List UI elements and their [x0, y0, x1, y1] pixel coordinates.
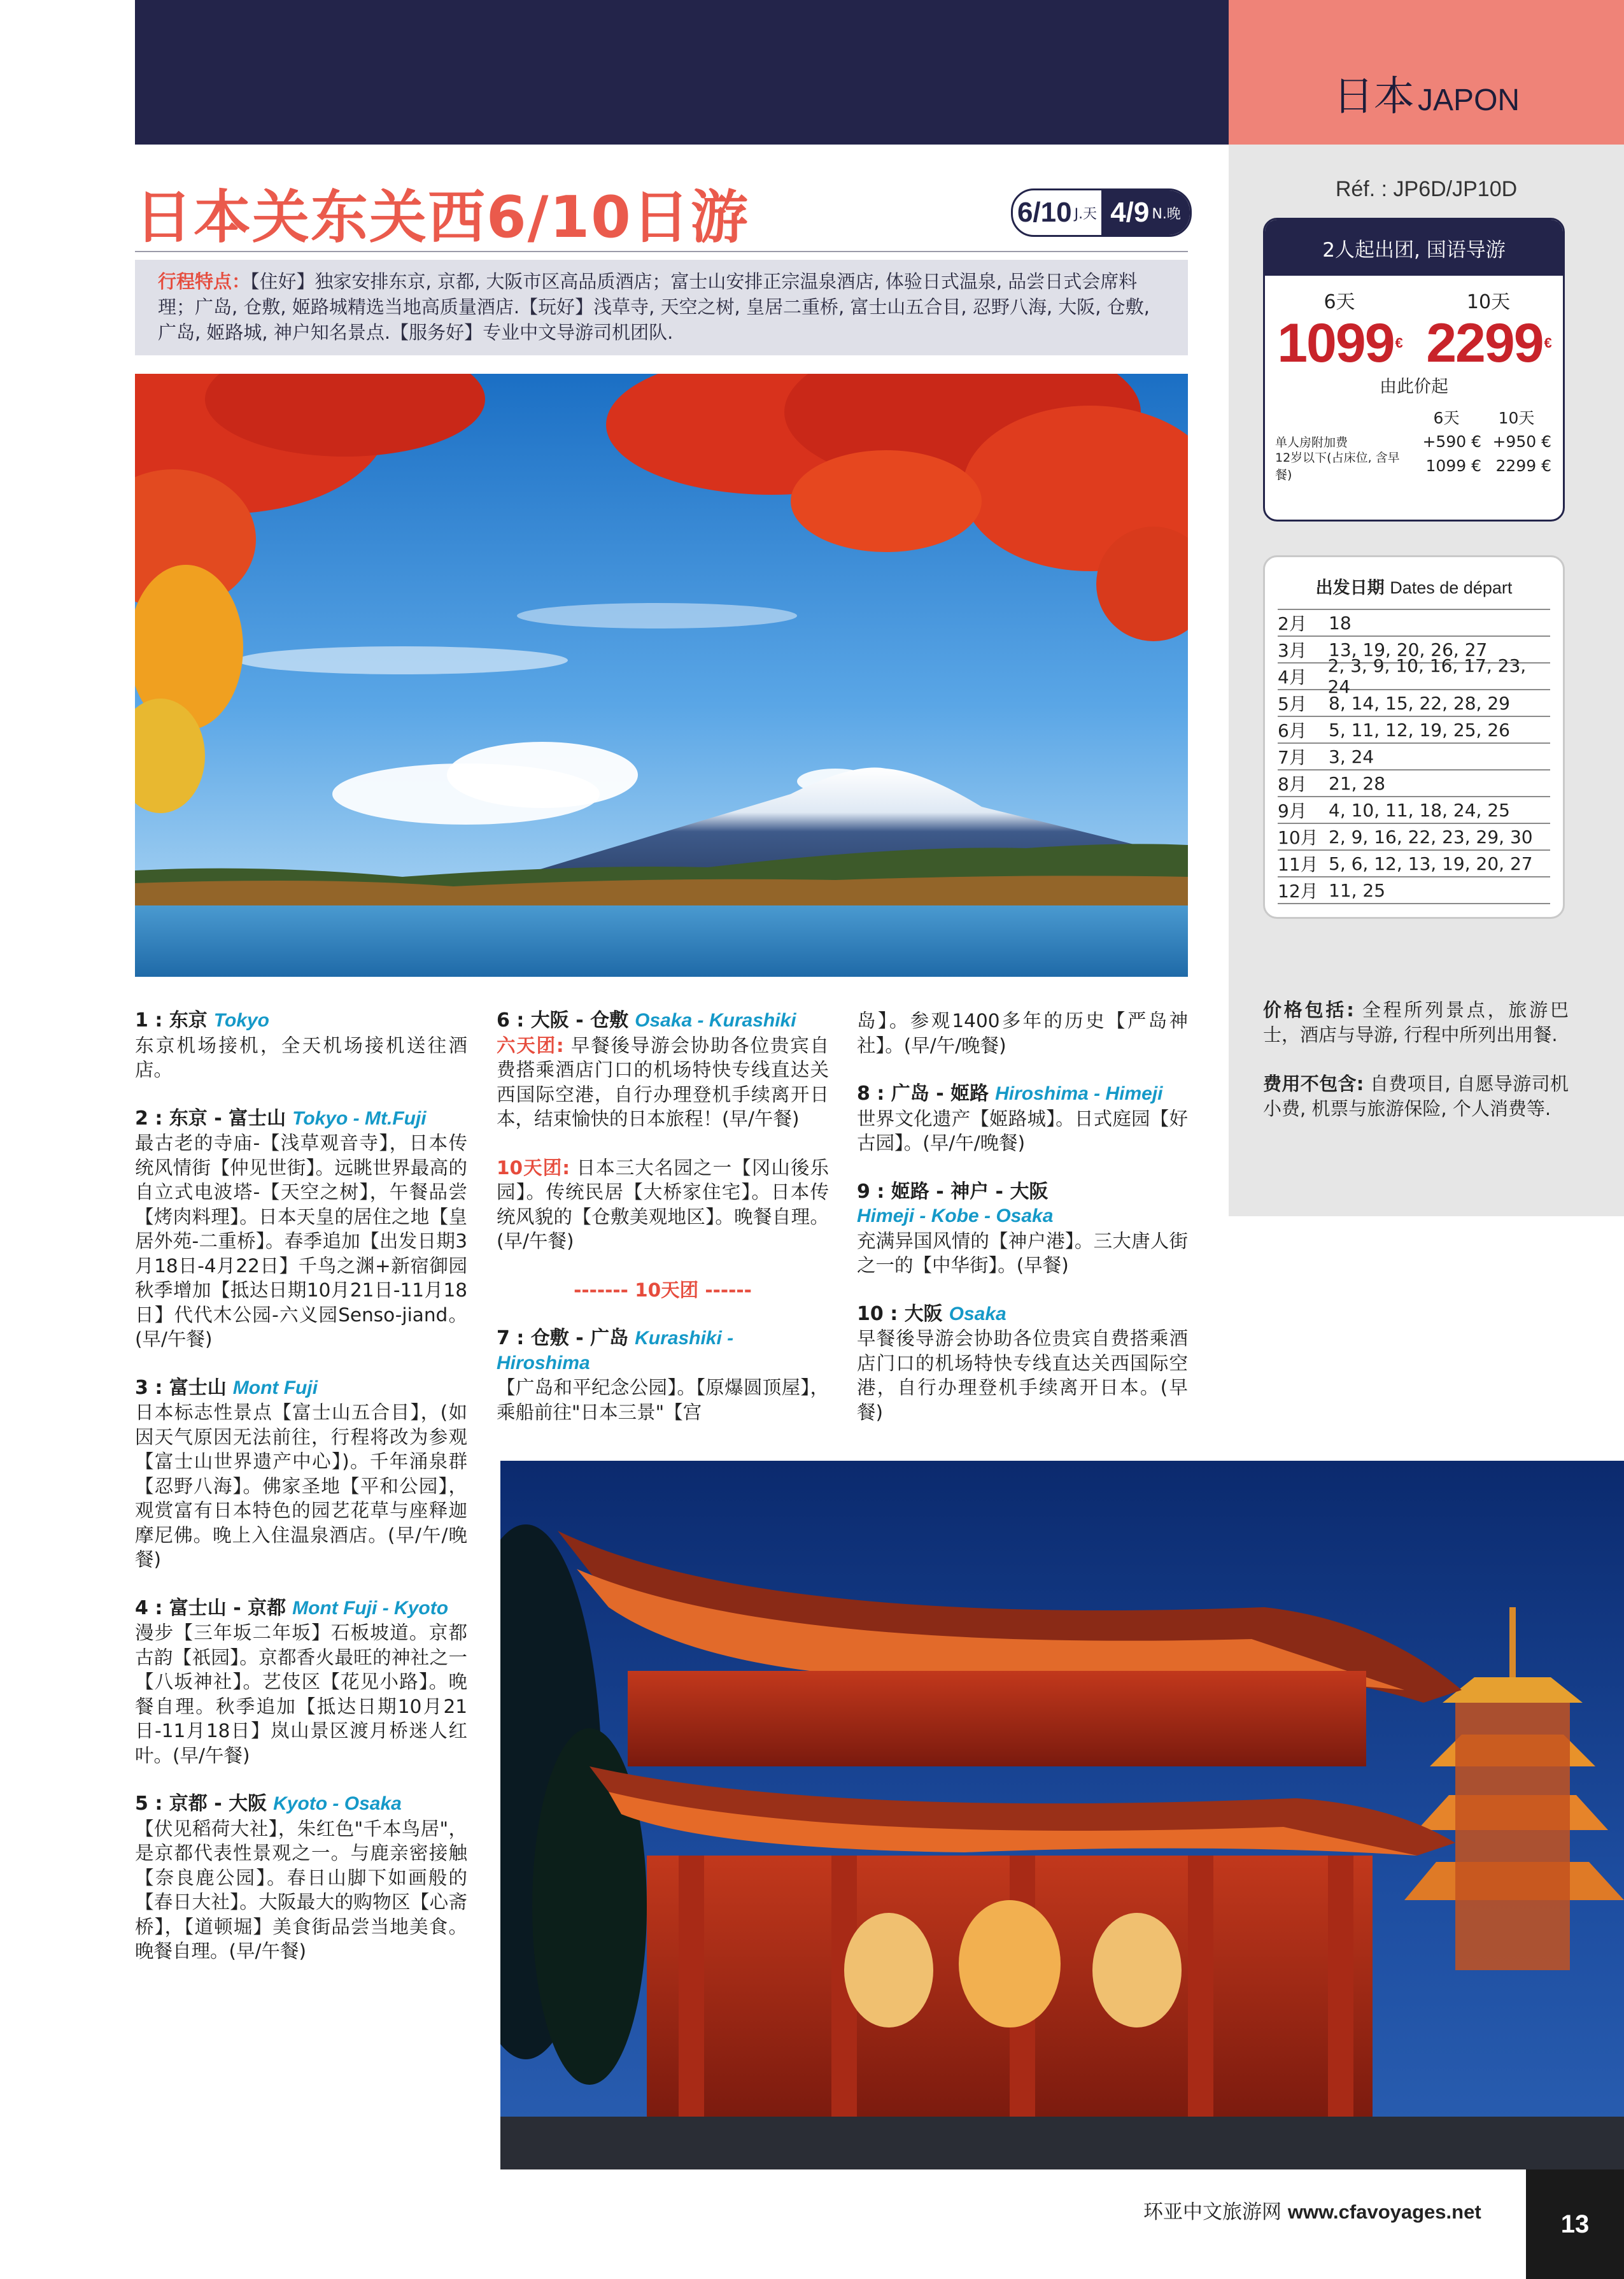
date-month: 5月 [1278, 693, 1307, 714]
day-text: 早餐後导游会协助各位贵宾自费搭乘酒店门口的机场特快专线直达关西国际空港，自行办理登机手续离开日本。(早餐) [857, 1328, 1188, 1423]
date-days: 8, 14, 15, 22, 28, 29 [1329, 692, 1510, 714]
day-text: 日本标志性景点【富士山五合目】，(如因天气原因无法前往，行程将改为参观【富士山世界遗产中心】)。千年涌泉群【忍野八海】。佛家圣地【平和公园】，观赏富有日本特色的园艺花草与座释迦摩尼佛。晚上入住温泉酒店。(早/午/晚餐) [135, 1402, 467, 1570]
day-title: 3 : 富士山 [135, 1376, 227, 1399]
day-title: 8 : 广岛 - 姬路 [857, 1083, 989, 1105]
days-value: 6/10 [1017, 197, 1072, 228]
six-day-label: 六天团: [497, 1034, 564, 1056]
day-text: 岛】。参观1400多年的历史【严岛神社】。(早/午/晚餐) [857, 1010, 1188, 1056]
single-room-label: 单人房附加费 [1275, 435, 1348, 450]
reference-code: Réf. : JP6D/JP10D [1335, 177, 1518, 201]
day-title: 6 : 大阪 - 仓敷 [497, 1009, 629, 1032]
date-row [1278, 769, 1550, 796]
date-month: 10月 [1278, 827, 1318, 848]
country-zh: 日本 [1332, 73, 1415, 120]
footer-label: 环亚中文旅游网 [1143, 2201, 1282, 2224]
day-text: 漫步【三年坂二年坂】石板坡道。京都古韵【祇园】。京都香火最旺的神社之一【八坂神社】。艺伎区【花见小路】。晚餐自理。秋季追加【抵达日期10月21日-11月18日】岚山景区渡月桥迷人红叶。(早/午餐) [135, 1622, 467, 1766]
date-row [1278, 689, 1550, 716]
child-10: 2299 € [1495, 456, 1551, 475]
date-row [1278, 796, 1550, 823]
day-9 [857, 1180, 1188, 1278]
child-label: 12岁以下(占床位, 含早餐) [1275, 451, 1400, 482]
supplement-table [1275, 405, 1551, 482]
day-7 [497, 1326, 829, 1424]
date-days: 18 [1329, 612, 1352, 634]
nights-unit: N.晚 [1152, 206, 1181, 222]
child-6: 1099 € [1425, 456, 1481, 475]
day-3 [135, 1376, 467, 1572]
excluded-block [1263, 1072, 1569, 1121]
date-days: 3, 24 [1329, 746, 1374, 767]
date-month: 3月 [1278, 640, 1307, 661]
day-text: 充满异国风情的【神户港】。三大唐人街之一的【中华街】。(早餐) [857, 1230, 1188, 1276]
price-6-label: 6天 [1324, 291, 1355, 313]
country-label [1229, 64, 1624, 122]
currency-symbol: € [1544, 335, 1551, 351]
dates-list [1278, 609, 1550, 904]
nights-badge [1101, 190, 1190, 235]
single-room-6: +590 € [1422, 432, 1481, 451]
day-text: 【伏见稻荷大社】，朱红色"千本鸟居"，是京都代表性景观之一。与鹿亲密接触【奈良鹿公园】。春日山脚下如画般的【春日大社】。大阪最大的购物区【心斋桥】，【道顿堀】美食街品尝当地美食。晚餐自理。(早/午餐) [135, 1817, 467, 1962]
day-title: 9 : 姬路 - 神户 - 大阪 [857, 1180, 1049, 1203]
day-1 [135, 1009, 467, 1083]
day-6-ten-day [497, 1156, 829, 1254]
date-row [1278, 876, 1550, 904]
currency-symbol: € [1395, 335, 1402, 351]
included-text: 全程所列景点，旅游巴士，酒店与导游, 行程中所列出用餐. [1263, 999, 1569, 1046]
price-6-value: 1099 [1277, 313, 1394, 374]
footer-website: www.cfavoyages.net [1287, 2201, 1481, 2223]
excluded-text: 自费项目, 自愿导游司机小费, 机票与旅游保险, 个人消费等. [1263, 1073, 1569, 1119]
ten-day-label: 10天团: [497, 1156, 570, 1179]
price-info [1263, 998, 1569, 1121]
title-divider [135, 251, 1188, 252]
day-6 [497, 1009, 829, 1132]
date-row [1278, 655, 1550, 697]
mount-fuji-photo [135, 374, 1188, 977]
date-month: 2月 [1278, 613, 1307, 634]
day-title-en: Tokyo [213, 1010, 269, 1031]
date-days: 11, 25 [1329, 879, 1386, 901]
date-days: 2, 3, 9, 10, 16, 17, 23, 24 [1327, 655, 1527, 697]
excluded-label: 费用不包含: [1263, 1073, 1364, 1095]
date-days: 2, 9, 16, 22, 23, 29, 30 [1329, 826, 1533, 848]
day-title-en: Mont Fuji - Kyoto [292, 1597, 449, 1619]
day-text: 东京机场接机，全天机场接机送往酒店。 [135, 1034, 467, 1081]
day-title: 5 : 京都 - 大阪 [135, 1793, 267, 1815]
dates-title-fr: Dates de départ [1390, 578, 1513, 597]
duration-badge [1011, 188, 1192, 237]
date-row [1278, 742, 1550, 769]
price-from-label: 由此价起 [1380, 377, 1448, 397]
itinerary-col-3 [857, 1009, 1188, 1424]
day-10 [857, 1302, 1188, 1425]
day-title: 4 : 富士山 - 京都 [135, 1596, 286, 1619]
date-month: 7月 [1278, 747, 1307, 768]
day-title-en: Kyoto - Osaka [273, 1793, 402, 1814]
day-text: 【广岛和平纪念公园】。【原爆圆顶屋】，乘船前往"日本三景"【宫 [497, 1377, 829, 1423]
trip-features [135, 260, 1188, 355]
day-4 [135, 1596, 467, 1768]
price-10-label: 10天 [1466, 291, 1511, 313]
itinerary-col-2 [497, 1009, 829, 1424]
days-unit: J.天 [1074, 206, 1098, 222]
supplement-col-10: 10天 [1498, 409, 1535, 427]
price-6-days [1265, 286, 1414, 373]
date-month: 8月 [1278, 774, 1307, 795]
included-block [1263, 998, 1569, 1047]
day-text: 世界文化遗产【姬路城】。日式庭园【好古园】。(早/午/晚餐) [857, 1107, 1188, 1154]
price-card [1263, 218, 1565, 522]
day-title: 1 : 东京 [135, 1009, 208, 1032]
itinerary-col-1 [135, 1009, 467, 1964]
day-8 [857, 1082, 1188, 1156]
day-5 [135, 1792, 467, 1964]
dates-title [1278, 574, 1550, 599]
day-7-continued [857, 1009, 1188, 1058]
features-text: 【住好】独家安排东京, 京都, 大阪市区高品质酒店；富士山安排正宗温泉酒店, 体验日式温泉, 品尝日式会席料理；广岛, 仓敷, 姬路城精选当地高质量酒店.【玩好】浅草寺, 天空之树, 皇居二重桥, 富士山五合目, 忍野八海, 大阪, 仓敷, 广岛, 姬路城, 神户知名景点.【服务好】专业中文导游司机团队. [158, 271, 1150, 343]
day-title: 7 : 仓敷 - 广岛 [497, 1327, 629, 1349]
departure-dates-card [1263, 555, 1565, 919]
days-badge [1013, 190, 1101, 235]
supplement-col-6: 6天 [1433, 409, 1460, 427]
page-title: 日本关东关西6/10日游 [135, 184, 749, 251]
header-bar [135, 0, 1229, 145]
date-month: 11月 [1278, 854, 1318, 875]
day-text: 日本三大名园之一【冈山後乐园】。传统民居【大桥家住宅】。日本传统风貌的【仓敷美观地区】。晚餐自理。(早/午餐) [497, 1156, 829, 1252]
date-row [1278, 823, 1550, 849]
date-row [1278, 716, 1550, 742]
day-2 [135, 1107, 467, 1352]
single-room-10: +950 € [1492, 432, 1551, 451]
dates-title-zh: 出发日期 [1315, 578, 1385, 598]
date-row [1278, 609, 1550, 635]
day-title-en: Kurashiki - Hiroshima [497, 1328, 734, 1374]
date-month: 9月 [1278, 800, 1307, 821]
date-month: 6月 [1278, 720, 1307, 741]
price-row [1265, 286, 1563, 373]
date-days: 13, 19, 20, 26, 27 [1329, 639, 1488, 660]
day-text: 最古老的寺庙-【浅草观音寺】，日本传统风情街【仲见世街】。远眺世界最高的自立式电波塔-【天空之树】，午餐品尝【烤肉料理】。日本天皇的居住之地【皇居外苑-二重桥】。春季追加【出发日期3月18日-4月22日】千鸟之渊+新宿御园秋季增加【抵达日期10月21日-11月18日】代代木公园-六义园Senso-jiand。(早/午餐) [135, 1132, 467, 1350]
price-10-days [1414, 286, 1563, 373]
date-days: 5, 11, 12, 19, 25, 26 [1329, 719, 1510, 741]
included-label: 价格包括: [1263, 999, 1354, 1021]
features-label: 行程特点： [158, 271, 251, 292]
child-price-row [1275, 451, 1551, 482]
day-title-en: Tokyo - Mt.Fuji [292, 1107, 427, 1129]
page-number: 13 [1526, 2169, 1624, 2279]
date-month: 4月 [1278, 667, 1307, 688]
date-row [1278, 849, 1550, 876]
day-text: 早餐後导游会协助各位贵宾自费搭乘酒店门口的机场特快专线直达关西国际空港，自行办理登机手续离开日本，结束愉快的日本旅程！(早/午餐) [497, 1034, 829, 1130]
date-days: 5, 6, 12, 13, 19, 20, 27 [1329, 853, 1533, 874]
footer-brand [1143, 2196, 1481, 2224]
ten-day-separator: ------- 10天团 ------ [574, 1279, 752, 1301]
date-days: 4, 10, 11, 18, 24, 25 [1329, 799, 1510, 821]
day-title-en: Mont Fuji [232, 1377, 318, 1398]
day-title: 2 : 东京 - 富士山 [135, 1107, 286, 1130]
country-fr: JAPON [1418, 83, 1520, 117]
day-title-en: Hiroshima - Himeji [995, 1083, 1163, 1104]
day-title-en: Himeji - Kobe - Osaka [857, 1205, 1054, 1226]
date-month: 12月 [1278, 881, 1318, 902]
day-title-en: Osaka [949, 1303, 1006, 1324]
supplement-header-row [1275, 405, 1551, 429]
sensoji-temple-photo [500, 1461, 1624, 2169]
price-10-value: 2299 [1426, 313, 1543, 374]
day-title: 10 : 大阪 [857, 1302, 943, 1325]
price-card-header: 2人起出团, 国语导游 [1265, 220, 1563, 276]
day-title-en: Osaka - Kurashiki [635, 1010, 796, 1031]
nights-value: 4/9 [1110, 197, 1150, 228]
date-days: 21, 28 [1329, 772, 1386, 794]
